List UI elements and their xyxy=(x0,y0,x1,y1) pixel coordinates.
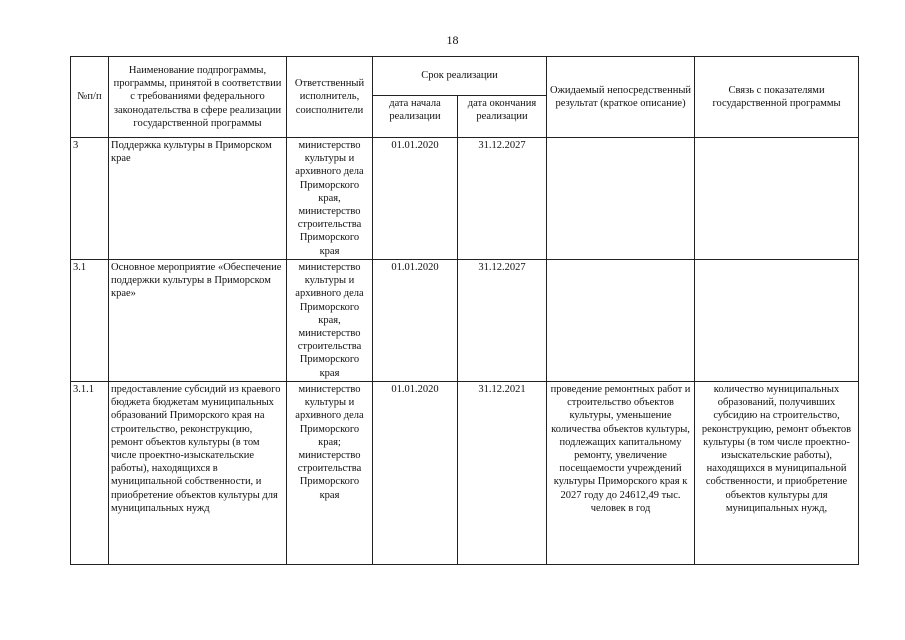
row-name: предоставление субсидий из краевого бюджета бюджетам муниципальных образований Приморского края на строительство, реконструкцию, ремонт объектов культуры (в том числе проектно-изыскательские работы), находящихся в муниципальной собственности, и приобретение объектов культуры для муниципальных нужд xyxy=(109,382,287,565)
table-row xyxy=(71,382,859,565)
row-name: Основное мероприятие «Обеспечение поддержки культуры в Приморском крае» xyxy=(109,260,287,382)
page-number: 18 xyxy=(446,33,459,47)
row-executor: министерство культуры и архивного дела Приморского края, министерство строительства Приморского края xyxy=(287,260,373,382)
row-start: 01.01.2020 xyxy=(373,138,458,260)
row-result xyxy=(547,260,695,382)
header-link: Связь с показателями государственной программы xyxy=(695,57,859,138)
header-start: дата начала реализации xyxy=(373,96,458,138)
row-result: проведение ремонтных работ и строительство объектов культуры, уменьшение количества объектов культуры, подлежащих капитальному ремонту, увеличение посещаемости учреждений культуры Приморского края к 2027 году до 24612,49 тыс. человек в год xyxy=(547,382,695,565)
row-executor: министерство культуры и архивного дела Приморского края; министерство строительства Приморского края xyxy=(287,382,373,565)
row-num: 3.1.1 xyxy=(71,382,109,565)
program-table xyxy=(70,56,859,565)
row-link xyxy=(695,138,859,260)
header-name: Наименование подпрограммы, программы, принятой в соответствии с требованиями федерального законодательства в сфере реализации государственной программы xyxy=(109,57,287,138)
header-end: дата окончания реализации xyxy=(458,96,547,138)
row-link xyxy=(695,260,859,382)
row-link: количество муниципальных образований, получивших субсидию на строительство, реконструкцию, ремонт объектов культуры (в том числе проектно-изыскательские работы), находящихся в муниципальной собственности, и приобретение объектов культуры для муниципальных нужд, xyxy=(695,382,859,565)
row-end: 31.12.2027 xyxy=(458,260,547,382)
row-end: 31.12.2027 xyxy=(458,138,547,260)
header-term: Срок реализации xyxy=(373,57,547,96)
row-num: 3.1 xyxy=(71,260,109,382)
row-executor: министерство культуры и архивного дела Приморского края, министерство строительства Приморского края xyxy=(287,138,373,260)
row-num: 3 xyxy=(71,138,109,260)
row-end: 31.12.2021 xyxy=(458,382,547,565)
row-name: Поддержка культуры в Приморском крае xyxy=(109,138,287,260)
table-row xyxy=(71,260,859,382)
header-result: Ожидаемый непосредственный результат (краткое описание) xyxy=(547,57,695,138)
header-executor: Ответственный исполнитель, соисполнители xyxy=(287,57,373,138)
row-result xyxy=(547,138,695,260)
row-start: 01.01.2020 xyxy=(373,260,458,382)
table-row xyxy=(71,138,859,260)
row-start: 01.01.2020 xyxy=(373,382,458,565)
header-num: №п/п xyxy=(71,57,109,138)
